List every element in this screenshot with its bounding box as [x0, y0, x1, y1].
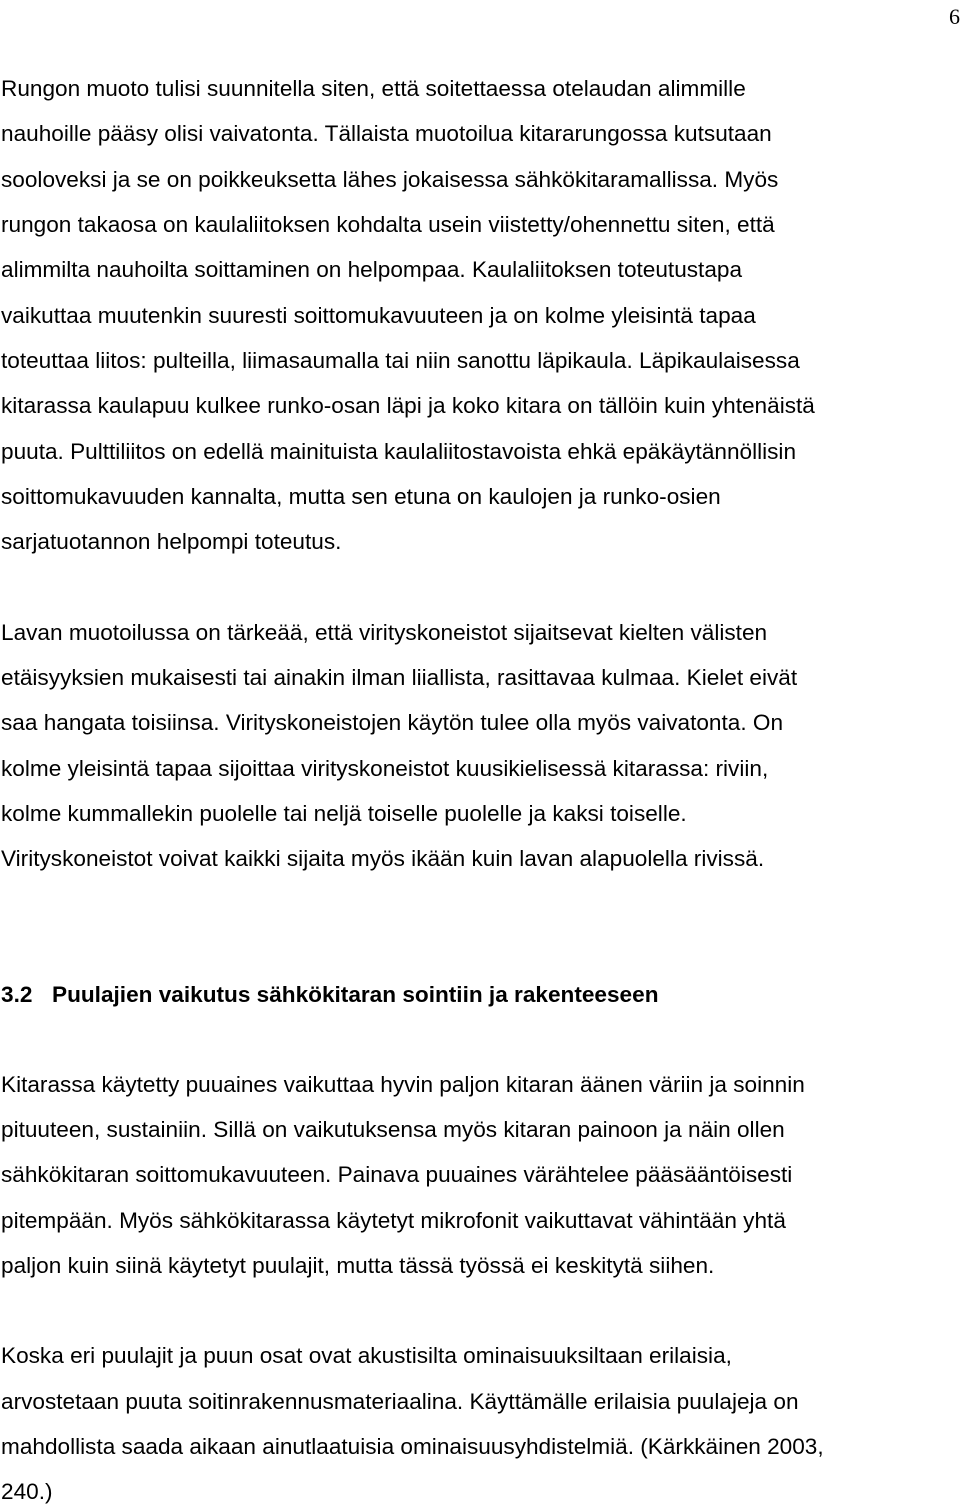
text-line: arvostetaan puuta soitinrakennusmateriaalina. Käyttämälle erilaisia puulajeja on — [1, 1389, 799, 1414]
text-line: mahdollista saada aikaan ainutlaatuisia ominaisuusyhdistelmiä. (Kärkkäinen 2003, — [1, 1434, 824, 1459]
text-line: Kitarassa käytetty puuaines vaikuttaa hyvin paljon kitaran äänen väriin ja soinnin — [1, 1072, 805, 1097]
text-line: etäisyyksien mukaisesti tai ainakin ilman liiallista, rasittavaa kulmaa. Kielet eivät — [1, 665, 798, 690]
section-heading — [1, 980, 659, 1010]
text-line: rungon takaosa on kaulaliitoksen kohdalta usein viistetty/ohennettu siten, että — [1, 212, 775, 237]
text-line: sähkökitaran soittomukavuuteen. Painava puuaines värähtelee pääsääntöisesti — [1, 1162, 793, 1187]
text-line: kolme yleisintä tapaa sijoittaa virityskoneistot kuusikielisessä kitarassa: riviin, — [1, 756, 769, 781]
text-line: saa hangata toisiinsa. Virityskoneistojen käytön tulee olla myös vaivatonta. On — [1, 710, 784, 735]
section-title: Puulajien vaikutus sähkökitaran sointiin ja rakenteeseen — [52, 982, 659, 1007]
text-line: soittomukavuuden kannalta, mutta sen etuna on kaulojen ja runko-osien — [1, 484, 721, 509]
text-line: toteuttaa liitos: pulteilla, liimasaumalla tai niin sanottu läpikaula. Läpikaulaisessa — [1, 348, 800, 373]
text-line: nauhoille pääsy olisi vaivatonta. Tällaista muotoilua kitararungossa kutsutaan — [1, 121, 772, 146]
text-line: alimmilta nauhoilta soittaminen on helpompaa. Kaulaliitoksen toteutustapa — [1, 257, 743, 282]
text-line: kitarassa kaulapuu kulkee runko-osan läpi ja koko kitara on tällöin kuin yhtenäistä — [1, 393, 815, 418]
text-line: Koska eri puulajit ja puun osat ovat akustisilta ominaisuuksiltaan erilaisia, — [1, 1343, 732, 1368]
text-line: paljon kuin siinä käytetyt puulajit, mutta tässä työssä ei keskitytä siihen. — [1, 1253, 715, 1278]
text-line: vaikuttaa muutenkin suuresti soittomukavuuteen ja on kolme yleisintä tapaa — [1, 303, 756, 328]
page-number: 6 — [949, 4, 960, 29]
text-line: sarjatuotannon helpompi toteutus. — [1, 529, 342, 554]
section-number: 3.2 — [1, 982, 33, 1007]
text-line: sooloveksi ja se on poikkeuksetta lähes jokaisessa sähkökitaramallissa. Myös — [1, 167, 779, 192]
text-line: pituuteen, sustainiin. Sillä on vaikutuksensa myös kitaran painoon ja näin ollen — [1, 1117, 785, 1142]
text-line: puuta. Pulttiliitos on edellä mainituista kaulaliitostavoista ehkä epäkäytännöllisin — [1, 439, 797, 464]
text-line: pitempään. Myös sähkökitarassa käytetyt mikrofonit vaikuttavat vähintään yhtä — [1, 1208, 786, 1233]
text-line: Virityskoneistot voivat kaikki sijaita myös ikään kuin lavan alapuolella rivissä. — [1, 846, 765, 871]
text-line: kolme kummallekin puolelle tai neljä toiselle puolelle ja kaksi toiselle. — [1, 801, 687, 826]
text-line: Rungon muoto tulisi suunnitella siten, että soitettaessa otelaudan alimmille — [1, 76, 746, 101]
text-line: Lavan muotoilussa on tärkeää, että virityskoneistot sijaitsevat kielten välisten — [1, 620, 768, 645]
text-line: 240.) — [1, 1479, 53, 1504]
